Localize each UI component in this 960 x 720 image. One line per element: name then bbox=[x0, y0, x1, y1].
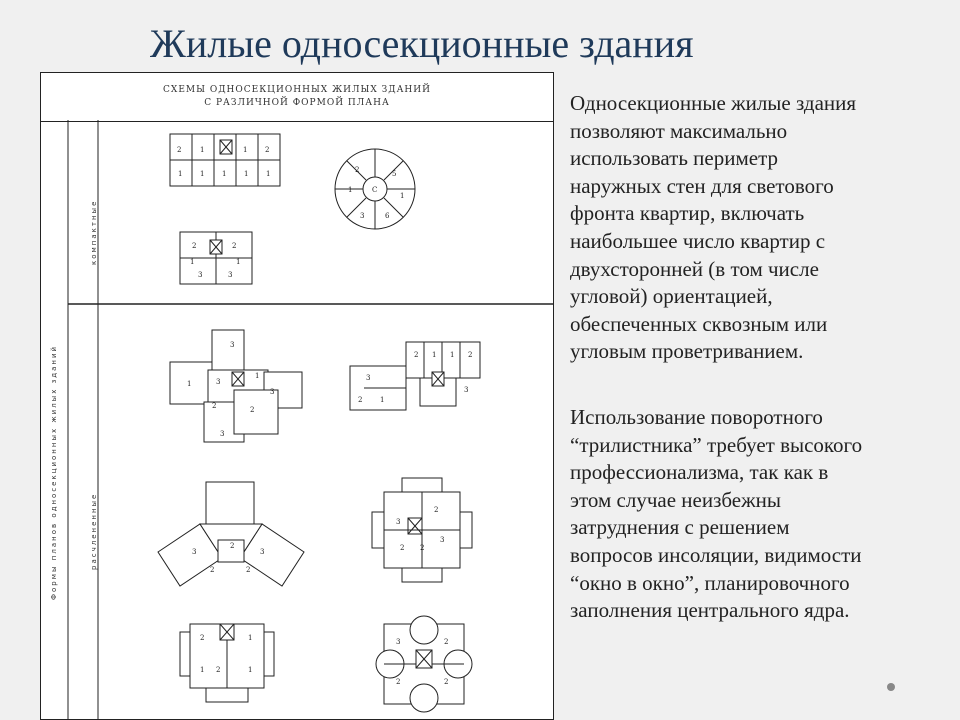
svg-text:2: 2 bbox=[210, 566, 215, 574]
svg-text:3: 3 bbox=[396, 518, 401, 526]
plan-compact-rectangular bbox=[170, 134, 280, 186]
svg-text:1: 1 bbox=[244, 170, 249, 178]
svg-text:3: 3 bbox=[260, 548, 265, 556]
svg-text:1: 1 bbox=[432, 351, 437, 359]
building-plan-drawings bbox=[40, 72, 554, 720]
svg-text:1: 1 bbox=[380, 396, 385, 404]
svg-text:6: 6 bbox=[385, 212, 390, 220]
svg-text:1: 1 bbox=[450, 351, 455, 359]
svg-text:2: 2 bbox=[192, 242, 197, 250]
svg-text:1: 1 bbox=[187, 380, 192, 388]
svg-text:2: 2 bbox=[414, 351, 419, 359]
svg-text:2: 2 bbox=[200, 634, 205, 642]
figure-header-line-1: СХЕМЫ ОДНОСЕКЦИОННЫХ ЖИЛЫХ ЗДАНИЙ bbox=[163, 85, 431, 95]
svg-text:3: 3 bbox=[198, 271, 203, 279]
svg-text:1: 1 bbox=[248, 634, 253, 642]
paragraph-1-text: Односекционные жилые здания позволяют максимально использовать периметр наружных стен для светового фронта квартир, включать наибольшее число квартир с двухсторонней (в том числе угловой) ориентацией, обеспеченных сквозным или угловым проветриванием. bbox=[570, 91, 857, 364]
svg-text:1: 1 bbox=[400, 192, 405, 200]
svg-text:3: 3 bbox=[464, 386, 469, 394]
figure-header-line-2: С РАЗЛИЧНОЙ ФОРМОЙ ПЛАНА bbox=[204, 98, 390, 108]
plan-dissected-flower bbox=[376, 616, 472, 712]
svg-text:2: 2 bbox=[212, 402, 217, 410]
plan-dissected-cross-a bbox=[372, 478, 472, 582]
svg-text:2: 2 bbox=[355, 166, 360, 174]
svg-text:1: 1 bbox=[266, 170, 271, 178]
svg-text:1: 1 bbox=[348, 186, 353, 194]
slide-title: Жилые односекционные здания bbox=[150, 21, 694, 66]
svg-text:2: 2 bbox=[230, 542, 235, 550]
svg-text:2: 2 bbox=[396, 678, 401, 686]
svg-text:3: 3 bbox=[270, 388, 275, 396]
group-label-dissected: расчлененные bbox=[90, 492, 98, 570]
plan-dissected-symmetric-small bbox=[180, 624, 274, 702]
paragraph-1 bbox=[570, 90, 950, 366]
svg-text:3: 3 bbox=[220, 430, 225, 438]
svg-text:2: 2 bbox=[444, 678, 449, 686]
svg-text:2: 2 bbox=[265, 146, 270, 154]
decorative-dot bbox=[887, 683, 895, 691]
svg-text:2: 2 bbox=[232, 242, 237, 250]
svg-text:3: 3 bbox=[396, 638, 401, 646]
svg-text:3: 3 bbox=[228, 271, 233, 279]
svg-text:2: 2 bbox=[246, 566, 251, 574]
svg-text:5: 5 bbox=[392, 170, 397, 178]
svg-text:3: 3 bbox=[230, 341, 235, 349]
svg-text:1: 1 bbox=[200, 170, 205, 178]
svg-text:1: 1 bbox=[243, 146, 248, 154]
svg-text:1: 1 bbox=[255, 372, 260, 380]
svg-text:1: 1 bbox=[222, 170, 227, 178]
side-label: Формы планов односекционных жилых зданий bbox=[50, 344, 58, 600]
svg-text:1: 1 bbox=[178, 170, 183, 178]
svg-text:2: 2 bbox=[177, 146, 182, 154]
svg-text:2: 2 bbox=[468, 351, 473, 359]
svg-text:1: 1 bbox=[200, 666, 205, 674]
plan-dissected-trefoil bbox=[158, 482, 304, 586]
svg-text:2: 2 bbox=[358, 396, 363, 404]
svg-text:2: 2 bbox=[400, 544, 405, 552]
paragraph-2-text: Использование поворотного “трилистника” требует высокого профессионализма, так как в этом случае неизбежны затруднения с решением вопросов инсоляции, видимости “окно в окно”, планировочного заполнения центрального ядра. bbox=[570, 405, 863, 623]
paragraph-2 bbox=[570, 404, 950, 625]
svg-text:2: 2 bbox=[444, 638, 449, 646]
svg-text:1: 1 bbox=[248, 666, 253, 674]
svg-text:3: 3 bbox=[216, 378, 221, 386]
svg-text:1: 1 bbox=[236, 258, 241, 266]
group-label-compact: компактные bbox=[90, 199, 98, 265]
svg-text:1: 1 bbox=[200, 146, 205, 154]
svg-text:C: C bbox=[372, 186, 378, 194]
svg-text:2: 2 bbox=[216, 666, 221, 674]
svg-text:2: 2 bbox=[420, 544, 425, 552]
svg-text:3: 3 bbox=[366, 374, 371, 382]
svg-text:3: 3 bbox=[360, 212, 365, 220]
svg-text:3: 3 bbox=[440, 536, 445, 544]
svg-text:3: 3 bbox=[192, 548, 197, 556]
svg-text:1: 1 bbox=[190, 258, 195, 266]
svg-text:2: 2 bbox=[434, 506, 439, 514]
svg-text:2: 2 bbox=[250, 406, 255, 414]
